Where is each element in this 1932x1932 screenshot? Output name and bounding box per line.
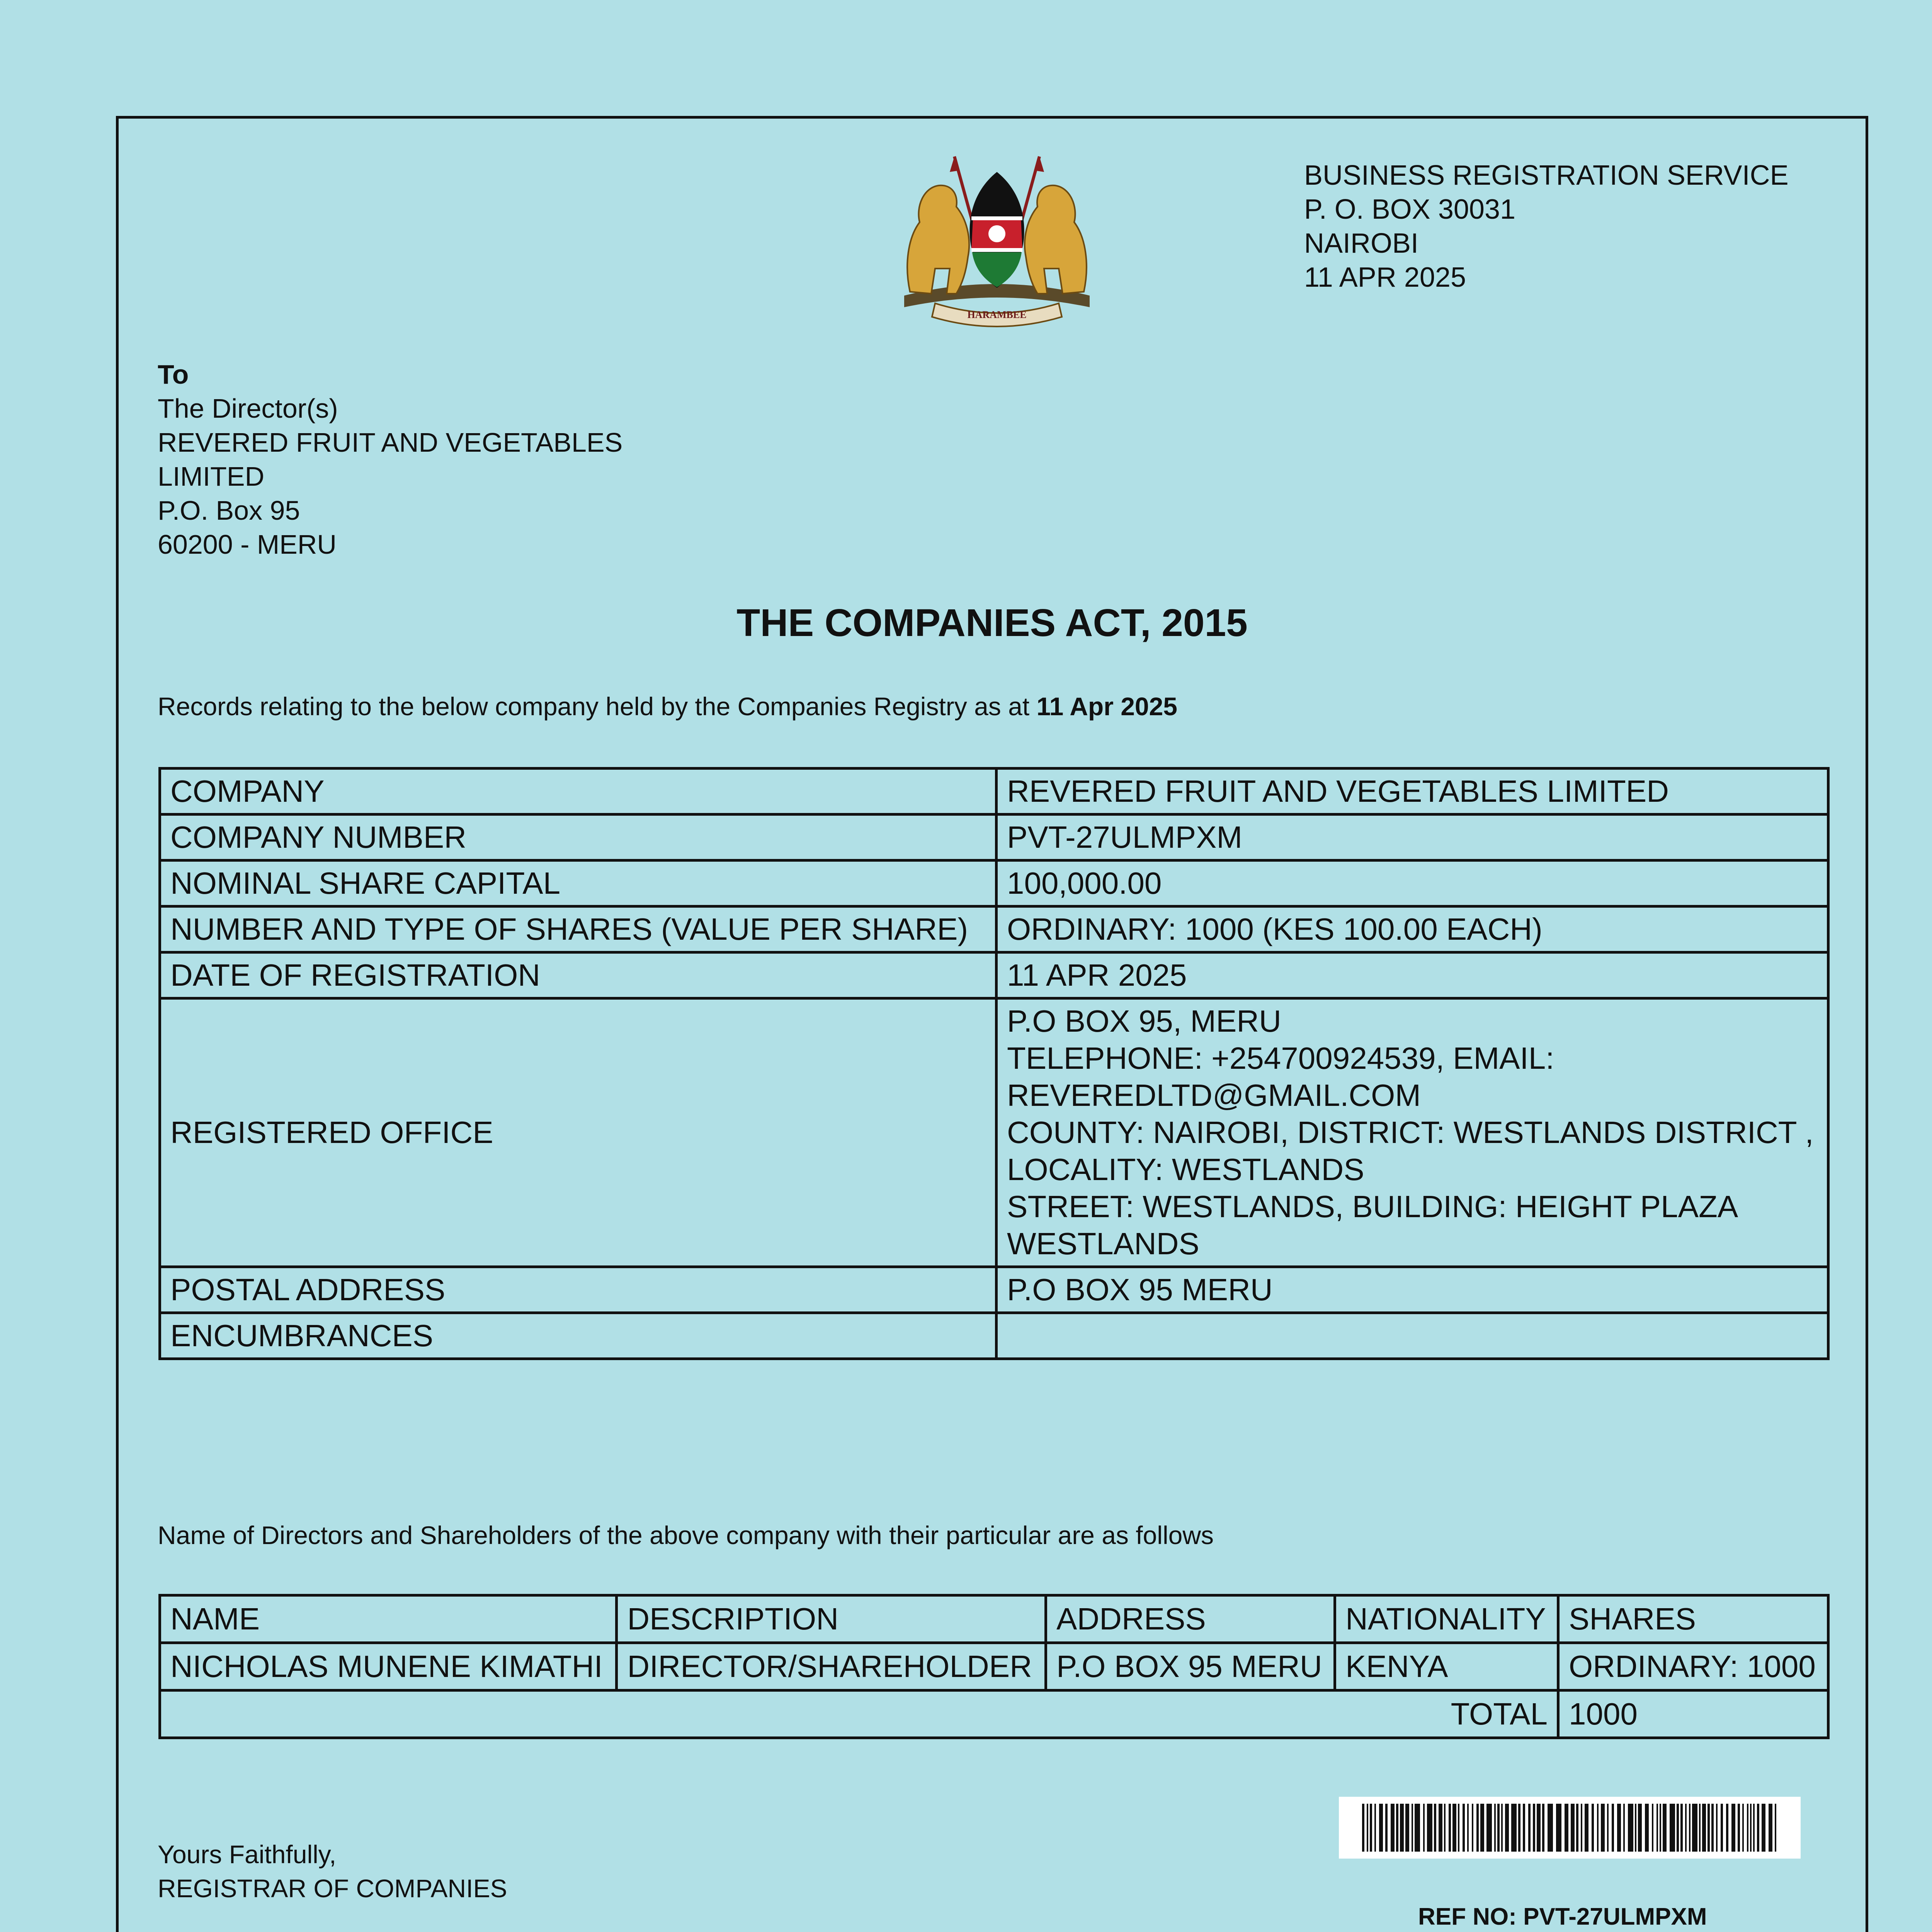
barcode-bar xyxy=(1750,1804,1752,1852)
barcode-bar xyxy=(1702,1804,1706,1852)
barcode-bar xyxy=(1685,1804,1687,1852)
barcode-bar xyxy=(1699,1804,1701,1852)
barcode-bar xyxy=(1396,1804,1398,1852)
barcode-bar xyxy=(1412,1804,1413,1852)
barcode-bar xyxy=(1652,1804,1653,1852)
barcode-bar xyxy=(1716,1804,1718,1852)
barcode-bar xyxy=(1400,1804,1404,1852)
barcode-bar xyxy=(1548,1804,1553,1852)
postal-address-value: P.O BOX 95 MERU xyxy=(997,1267,1828,1313)
table-header-row xyxy=(160,1595,1828,1643)
registered-office-value xyxy=(997,998,1828,1267)
barcode-bar xyxy=(1505,1804,1509,1852)
registrar-title: REGISTRAR OF COMPANIES xyxy=(158,1874,507,1903)
barcode-bar xyxy=(1533,1804,1535,1852)
barcode-bar xyxy=(1415,1804,1420,1852)
shares-label: NUMBER AND TYPE OF SHARES (VALUE PER SHARE) xyxy=(160,906,997,952)
barcode-bar xyxy=(1439,1804,1442,1852)
barcode-bar xyxy=(1528,1804,1531,1852)
barcode-bar xyxy=(1660,1804,1661,1852)
recipient-line: The Director(s) xyxy=(158,393,338,423)
barcode-bar xyxy=(1628,1804,1633,1852)
barcode-bar xyxy=(1726,1804,1728,1852)
table-total-row xyxy=(160,1690,1828,1738)
director-address: P.O BOX 95 MERU xyxy=(1046,1643,1335,1690)
barcode-bar xyxy=(1458,1804,1459,1852)
records-text: Records relating to the below company held by the Companies Registry as at xyxy=(158,692,1030,721)
coat-of-arms-emblem xyxy=(889,141,1105,334)
office-line: TELEPHONE: +254700924539, EMAIL: xyxy=(1007,1041,1554,1075)
document-title: THE COMPANIES ACT, 2015 xyxy=(736,601,1248,645)
header-nationality: NATIONALITY xyxy=(1335,1595,1558,1643)
closing-line: Yours Faithfully, xyxy=(158,1840,337,1869)
sender-line: P. O. BOX 30031 xyxy=(1304,194,1516,225)
barcode-bar xyxy=(1775,1804,1776,1852)
barcode-bar xyxy=(1537,1804,1541,1852)
office-line: WESTLANDS xyxy=(1007,1226,1199,1261)
barcode-bar xyxy=(1476,1804,1479,1852)
registration-date-value: 11 APR 2025 xyxy=(997,952,1828,998)
office-line: REVEREDLTD@GMAIL.COM xyxy=(1007,1078,1421,1112)
table-row xyxy=(160,1267,1828,1313)
table-row xyxy=(160,769,1828,815)
barcode-bar xyxy=(1638,1804,1642,1852)
barcode-bar xyxy=(1738,1804,1740,1852)
total-value: 1000 xyxy=(1558,1690,1828,1738)
barcode-bar xyxy=(1367,1804,1368,1852)
header-address: ADDRESS xyxy=(1046,1595,1335,1643)
barcode-bar xyxy=(1689,1804,1690,1852)
office-line: P.O BOX 95, MERU xyxy=(1007,1004,1281,1038)
barcode xyxy=(1339,1797,1801,1859)
office-line: COUNTY: NAIROBI, DISTRICT: WESTLANDS DISTRICT , xyxy=(1007,1115,1814,1150)
barcode-bar xyxy=(1731,1804,1735,1852)
svg-text:HARAMBEE: HARAMBEE xyxy=(967,309,1027,320)
directors-table xyxy=(158,1594,1830,1739)
closing-signature xyxy=(158,1837,507,1905)
header-name: NAME xyxy=(160,1595,617,1643)
office-line: STREET: WESTLANDS, BUILDING: HEIGHT PLAZA xyxy=(1007,1189,1738,1224)
barcode-bar xyxy=(1670,1804,1675,1852)
barcode-bar xyxy=(1472,1804,1473,1852)
barcode-bar xyxy=(1571,1804,1575,1852)
barcode-bar xyxy=(1486,1804,1492,1852)
barcode-bar xyxy=(1601,1804,1605,1852)
barcode-bar xyxy=(1494,1804,1496,1852)
director-description: DIRECTOR/SHAREHOLDER xyxy=(617,1643,1046,1690)
reference-number: REF NO: PVT-27ULMPXM xyxy=(1418,1903,1707,1930)
barcode-bar xyxy=(1449,1804,1451,1852)
recipient-address xyxy=(158,357,622,561)
records-statement xyxy=(158,692,1177,721)
barcode-bar xyxy=(1762,1804,1765,1852)
barcode-bar xyxy=(1645,1804,1649,1852)
table-row xyxy=(160,952,1828,998)
recipient-line: P.O. Box 95 xyxy=(158,495,300,526)
header-shares: SHARES xyxy=(1558,1595,1828,1643)
barcode-bar xyxy=(1769,1804,1772,1852)
barcode-bar xyxy=(1677,1804,1679,1852)
records-date: 11 Apr 2025 xyxy=(1036,692,1178,721)
barcode-bar xyxy=(1467,1804,1469,1852)
director-nationality: KENYA xyxy=(1335,1643,1558,1690)
barcode-bar xyxy=(1379,1804,1383,1852)
barcode-bar xyxy=(1362,1804,1364,1852)
table-row xyxy=(160,906,1828,952)
barcode-bar xyxy=(1617,1804,1621,1852)
barcode-bar xyxy=(1597,1804,1599,1852)
barcode-bar xyxy=(1391,1804,1395,1852)
barcode-bar xyxy=(1708,1804,1710,1852)
office-line: LOCALITY: WESTLANDS xyxy=(1007,1152,1364,1187)
postal-address-label: POSTAL ADDRESS xyxy=(160,1267,997,1313)
barcode-bar xyxy=(1497,1804,1500,1852)
recipient-line: REVERED FRUIT AND VEGETABLES xyxy=(158,427,623,457)
table-row xyxy=(160,1643,1828,1690)
barcode-bar xyxy=(1656,1804,1658,1852)
sender-line: BUSINESS REGISTRATION SERVICE xyxy=(1304,160,1789,191)
recipient-line: 60200 - MERU xyxy=(158,529,337,560)
barcode-bar xyxy=(1556,1804,1561,1852)
total-label: TOTAL xyxy=(160,1690,1558,1738)
barcode-bar xyxy=(1635,1804,1636,1852)
company-value: REVERED FRUIT AND VEGETABLES LIMITED xyxy=(997,769,1828,815)
barcode-bar xyxy=(1663,1804,1667,1852)
barcode-bar xyxy=(1753,1804,1755,1852)
encumbrances-label: ENCUMBRANCES xyxy=(160,1313,997,1359)
barcode-bar xyxy=(1542,1804,1544,1852)
barcode-bar xyxy=(1565,1804,1568,1852)
barcode-bar xyxy=(1463,1804,1465,1852)
barcode-bar xyxy=(1576,1804,1578,1852)
barcode-bar xyxy=(1385,1804,1388,1852)
director-name: NICHOLAS MUNENE KIMATHI xyxy=(160,1643,617,1690)
sender-address xyxy=(1304,158,1789,294)
barcode-bar xyxy=(1518,1804,1520,1852)
director-shares: ORDINARY: 1000 xyxy=(1558,1643,1828,1690)
company-details-table xyxy=(158,767,1830,1360)
shares-value: ORDINARY: 1000 (KES 100.00 EACH) xyxy=(997,906,1828,952)
barcode-bar xyxy=(1742,1804,1744,1852)
barcode-bar xyxy=(1370,1804,1372,1852)
table-row xyxy=(160,815,1828,861)
barcode-bar xyxy=(1612,1804,1614,1852)
header-description: DESCRIPTION xyxy=(617,1595,1046,1643)
barcode-bar xyxy=(1592,1804,1594,1852)
barcode-bar xyxy=(1623,1804,1625,1852)
table-row xyxy=(160,861,1828,906)
barcode-bar xyxy=(1480,1804,1484,1852)
barcode-bar xyxy=(1523,1804,1525,1852)
barcode-bar xyxy=(1757,1804,1759,1852)
registered-office-label: REGISTERED OFFICE xyxy=(160,998,997,1267)
barcode-bar xyxy=(1444,1804,1446,1852)
share-capital-label: NOMINAL SHARE CAPITAL xyxy=(160,861,997,906)
barcode-bar xyxy=(1607,1804,1609,1852)
barcode-bar xyxy=(1511,1804,1517,1852)
company-label: COMPANY xyxy=(160,769,997,815)
registration-date-label: DATE OF REGISTRATION xyxy=(160,952,997,998)
barcode-bar xyxy=(1405,1804,1409,1852)
recipient-line: LIMITED xyxy=(158,461,265,492)
barcode-bar xyxy=(1427,1804,1432,1852)
barcode-bar xyxy=(1452,1804,1456,1852)
sender-line: NAIROBI xyxy=(1304,228,1419,259)
sender-date: 11 APR 2025 xyxy=(1304,262,1466,293)
table-row xyxy=(160,1313,1828,1359)
barcode-bar xyxy=(1692,1804,1697,1852)
barcode-bar xyxy=(1374,1804,1376,1852)
barcode-bar xyxy=(1585,1804,1588,1852)
table-row xyxy=(160,998,1828,1267)
barcode-bar xyxy=(1423,1804,1425,1852)
share-capital-value: 100,000.00 xyxy=(997,861,1828,906)
barcode-bar xyxy=(1501,1804,1503,1852)
barcode-bar xyxy=(1434,1804,1436,1852)
company-number-label: COMPANY NUMBER xyxy=(160,815,997,861)
directors-intro: Name of Directors and Shareholders of the above company with their particular are as follows xyxy=(158,1521,1214,1549)
barcode-bar xyxy=(1680,1804,1683,1852)
barcode-bar xyxy=(1721,1804,1723,1852)
to-label: To xyxy=(158,359,189,389)
barcode-bar xyxy=(1581,1804,1582,1852)
company-number-value: PVT-27ULMPXM xyxy=(997,815,1828,861)
encumbrances-value xyxy=(997,1313,1828,1359)
barcode-bar xyxy=(1711,1804,1714,1852)
barcode-bar xyxy=(1747,1804,1748,1852)
